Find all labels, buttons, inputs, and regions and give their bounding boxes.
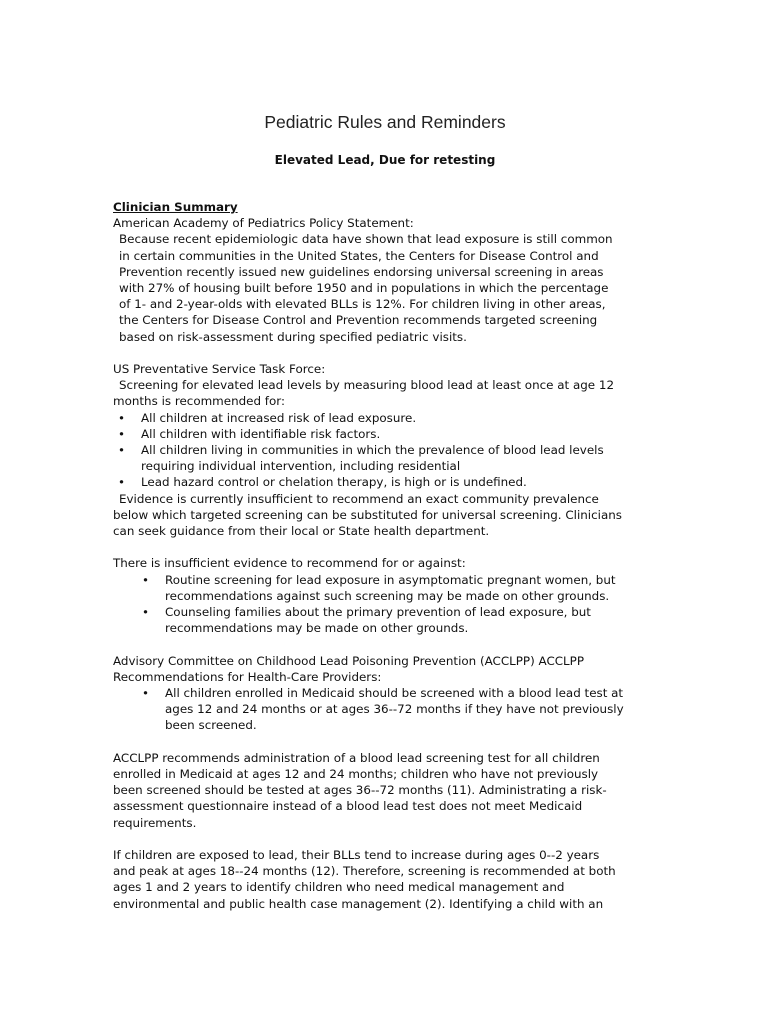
page-subtitle: Elevated Lead, Due for retesting	[274, 153, 496, 167]
paragraph-line: of 1- and 2-year-olds with elevated BLLs is 12%. For children living in other areas,	[119, 297, 606, 312]
paragraph-line: the Centers for Disease Control and Prevention recommends targeted screening	[119, 313, 598, 328]
paragraph-line: months is recommended for:	[113, 394, 285, 409]
list-item: • Counseling families about the primary prevention of lead exposure, but	[142, 605, 591, 620]
list-item-continued: requiring individual intervention, including residential	[141, 459, 461, 474]
section-heading: Clinician Summary	[113, 200, 238, 214]
paragraph-line: been screened should be tested at ages 36--72 months (11). Administrating a risk-	[113, 783, 607, 798]
list-item-continued: ages 12 and 24 months or at ages 36--72 months if they have not previously	[165, 702, 624, 717]
bullet-icon: •	[142, 572, 150, 587]
paragraph-line: based on risk-assessment during specified pediatric visits.	[119, 329, 467, 344]
document-body	[113, 199, 658, 912]
list-item: • Lead hazard control or chelation therapy, is high or is undefined.	[118, 475, 527, 490]
paragraph-line: can seek guidance from their local or State health department.	[113, 524, 490, 539]
acclpp-title: Advisory Committee on Childhood Lead Poisoning Prevention (ACCLPP) ACCLPP	[113, 653, 585, 668]
insufficient-title: There is insufficient evidence to recommend for or against:	[113, 556, 466, 571]
list-item-continued: recommendations against such screening may be made on other grounds.	[165, 588, 610, 603]
bullet-icon: •	[118, 426, 126, 441]
paragraph-line: environmental and public health case management (2). Identifying a child with an	[113, 896, 604, 911]
list-item: • All children at increased risk of lead exposure.	[118, 410, 417, 425]
paragraph-line: Evidence is currently insufficient to recommend an exact community prevalence	[119, 491, 599, 506]
list-item-continued: been screened.	[165, 718, 257, 733]
list-item: • Routine screening for lead exposure in asymptomatic pregnant women, but	[142, 572, 616, 587]
bullet-icon: •	[142, 686, 150, 701]
acclpp-title: Recommendations for Health-Care Providers:	[113, 669, 382, 684]
uspstf-title: US Preventative Service Task Force:	[113, 362, 326, 377]
list-item: • All children living in communities in which the prevalence of blood lead levels	[118, 443, 604, 458]
list-item-continued: recommendations may be made on other grounds.	[165, 621, 469, 636]
bullet-icon: •	[118, 443, 126, 458]
paragraph-line: below which targeted screening can be substituted for universal screening. Clinicians	[113, 507, 622, 522]
list-item: • All children with identifiable risk factors.	[118, 426, 381, 441]
bullet-icon: •	[142, 605, 150, 620]
paragraph-line: in certain communities in the United States, the Centers for Disease Control and	[119, 248, 599, 263]
paragraph-line: with 27% of housing built before 1950 and in populations in which the percentage	[119, 281, 609, 296]
list-item: • All children enrolled in Medicaid should be screened with a blood lead test at	[142, 686, 624, 701]
bullet-icon: •	[118, 410, 126, 425]
paragraph-line: Because recent epidemiologic data have shown that lead exposure is still common	[119, 232, 613, 247]
paragraph-line: requirements.	[113, 815, 197, 830]
paragraph-line: and peak at ages 18--24 months (12). Therefore, screening is recommended at both	[113, 864, 616, 879]
paragraph-line: assessment questionnaire instead of a blood lead test does not meet Medicaid	[113, 799, 583, 814]
paragraph-line: ACCLPP recommends administration of a blood lead screening test for all children	[113, 750, 600, 765]
paragraph-line: Prevention recently issued new guidelines endorsing universal screening in areas	[119, 264, 604, 279]
bullet-icon: •	[118, 475, 126, 490]
paragraph-line: ages 1 and 2 years to identify children who need medical management and	[113, 880, 565, 895]
page-title: Pediatric Rules and Reminders	[264, 112, 506, 132]
aap-title: American Academy of Pediatrics Policy Statement:	[113, 216, 414, 231]
paragraph-line: If children are exposed to lead, their BLLs tend to increase during ages 0--2 years	[113, 848, 600, 863]
paragraph-line: enrolled in Medicaid at ages 12 and 24 months; children who have not previously	[113, 767, 599, 782]
paragraph-line: Screening for elevated lead levels by measuring blood lead at least once at age 12	[119, 378, 615, 393]
